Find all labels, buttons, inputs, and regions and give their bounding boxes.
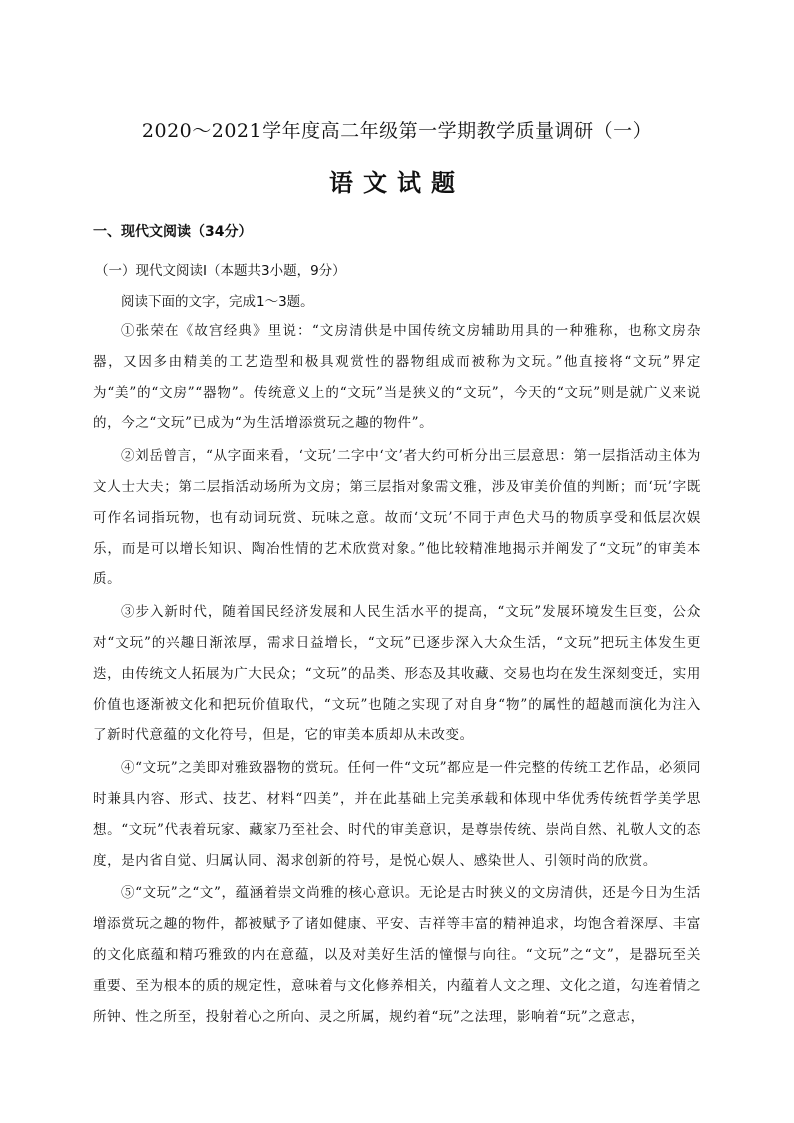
- paragraph-4: ④“文玩”之美即对雅致器物的赏玩。任何一件“文玩”都应是一件完整的传统工艺作品，必须同时兼具内容、形式、技艺、材料“四美”，并在此基础上完美承载和体现中华优秀传统哲学美学思想。“文玩”代表着玩家、藏家乃至社会、时代的审美意识，是尊崇传统、崇尚自然、礼敬人文的态度，是内省自觉、归属认同、渴求创新的符号，是悦心娱人、感染世人、引领时尚的欣赏。: [93, 760, 701, 869]
- paragraph-5: ⑤“文玩”之“文”，蕴涵着崇文尚雅的核心意识。无论是古时狭义的文房清供，还是今日为生活增添赏玩之趣的物件，都被赋予了诸如健康、平安、吉祥等丰富的精神追求，均饱含着深厚、丰富的文化底蕴和精巧雅致的内在意蕴，以及对美好生活的憧憬与向往。“文玩”之“文”，是器玩至关重要、至为根本的质的规定性，意味着与文化修养相关，内蕴着人文之理、文化之道，勾连着情之所钟、性之所至，投射着心之所向、灵之所属，规约着“玩”之法理，影响着“玩”之意志，: [93, 885, 701, 1025]
- paragraph-2: ②刘岳曾言，“从字面来看，‘文玩’二字中‘文’者大约可析分出三层意思：第一层指活动主体为文人士大夫；第二层指活动场所为文房；第三层指对象需文雅，涉及审美价值的判断；而‘玩’字既可作名词指玩物，也有动词玩赏、玩味之意。故而‘文玩’不同于声色犬马的物质享受和低层次娱乐，而是可以增长知识、陶冶性情的艺术欣赏对象。”他比较精准地揭示并阐发了“文玩”的审美本质。: [93, 448, 701, 588]
- page-subtitle: 语文试题: [329, 168, 465, 197]
- paragraph-1: ①张荣在《故宫经典》里说：“文房清供是中国传统文房辅助用具的一种雅称，也称文房杂器，又因多由精美的工艺造型和极具观赏性的器物组成而被称为文玩。”他直接将“文玩”界定为“美”的“文房”“器物”。传统意义上的“文玩”当是狭义的“文玩”，今天的“文玩”则是就广义来说的，今之“文玩”已成为“为生活增添赏玩之趣的物件”。: [93, 323, 701, 432]
- subsection-heading: （一）现代文阅读Ⅰ（本题共3小题，9分）: [95, 263, 346, 279]
- reading-instruction: 阅读下面的文字，完成1～3题。: [121, 294, 314, 310]
- page-title: 2020～2021学年度高二年级第一学期教学质量调研（一）: [141, 120, 653, 142]
- article-body: [93, 316, 701, 1034]
- section-heading: 一、现代文阅读（34分）: [93, 224, 253, 240]
- paragraph-3: ③步入新时代，随着国民经济发展和人民生活水平的提高，“文玩”发展环境发生巨变，公众对“文玩”的兴趣日渐浓厚，需求日益增长，“文玩”已逐步深入大众生活，“文玩”把玩主体发生更迭，由传统文人拓展为广大民众；“文玩”的品类、形态及其收藏、交易也均在发生深刻变迁，实用价值也逐渐被文化和把玩价值取代，“文玩”也随之实现了对自身“物”的属性的超越而演化为注入了新时代意蕴的文化符号，但是，它的审美本质却从未改变。: [93, 604, 701, 744]
